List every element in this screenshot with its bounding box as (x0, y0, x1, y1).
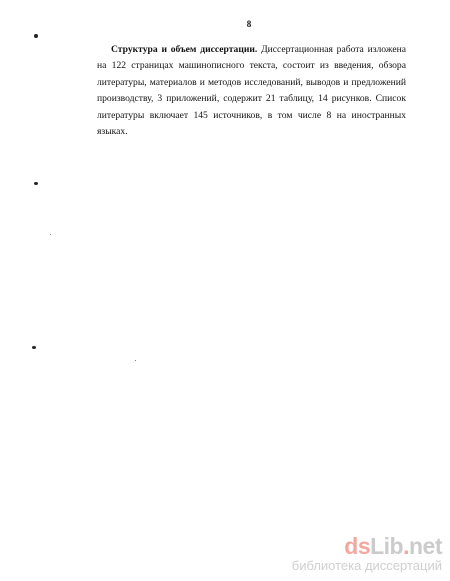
watermark-logo (292, 534, 442, 558)
watermark-tagline: библиотека диссертаций (291, 558, 442, 573)
dissertation-structure-paragraph (97, 42, 406, 140)
watermark-logo-lib: Lib (370, 533, 404, 559)
watermark-logo-net: net (409, 533, 442, 559)
page-number: 8 (246, 19, 252, 29)
watermark-logo-dot: . (403, 533, 409, 559)
scan-speck (32, 346, 36, 349)
scan-speck (34, 34, 38, 38)
watermark-logo-ds: ds (344, 533, 371, 559)
paragraph (97, 42, 406, 140)
scan-speck (34, 182, 38, 185)
paragraph-heading: Структура и объем диссертации. (111, 44, 258, 55)
dslib-watermark (292, 534, 442, 573)
scan-speck (135, 360, 136, 361)
scan-speck (50, 234, 51, 235)
paragraph-text: Диссертационная работа изложена на 122 страницах машинописного текста, состоит из введения, обзора литературы, материалов и методов исследований, выводов и предложений производству, 3 приложений, содержит 21 таблицу, 14 рисунков. Список литературы включает 145 источников, в том числе 8 на иностранных языках. (97, 44, 406, 138)
